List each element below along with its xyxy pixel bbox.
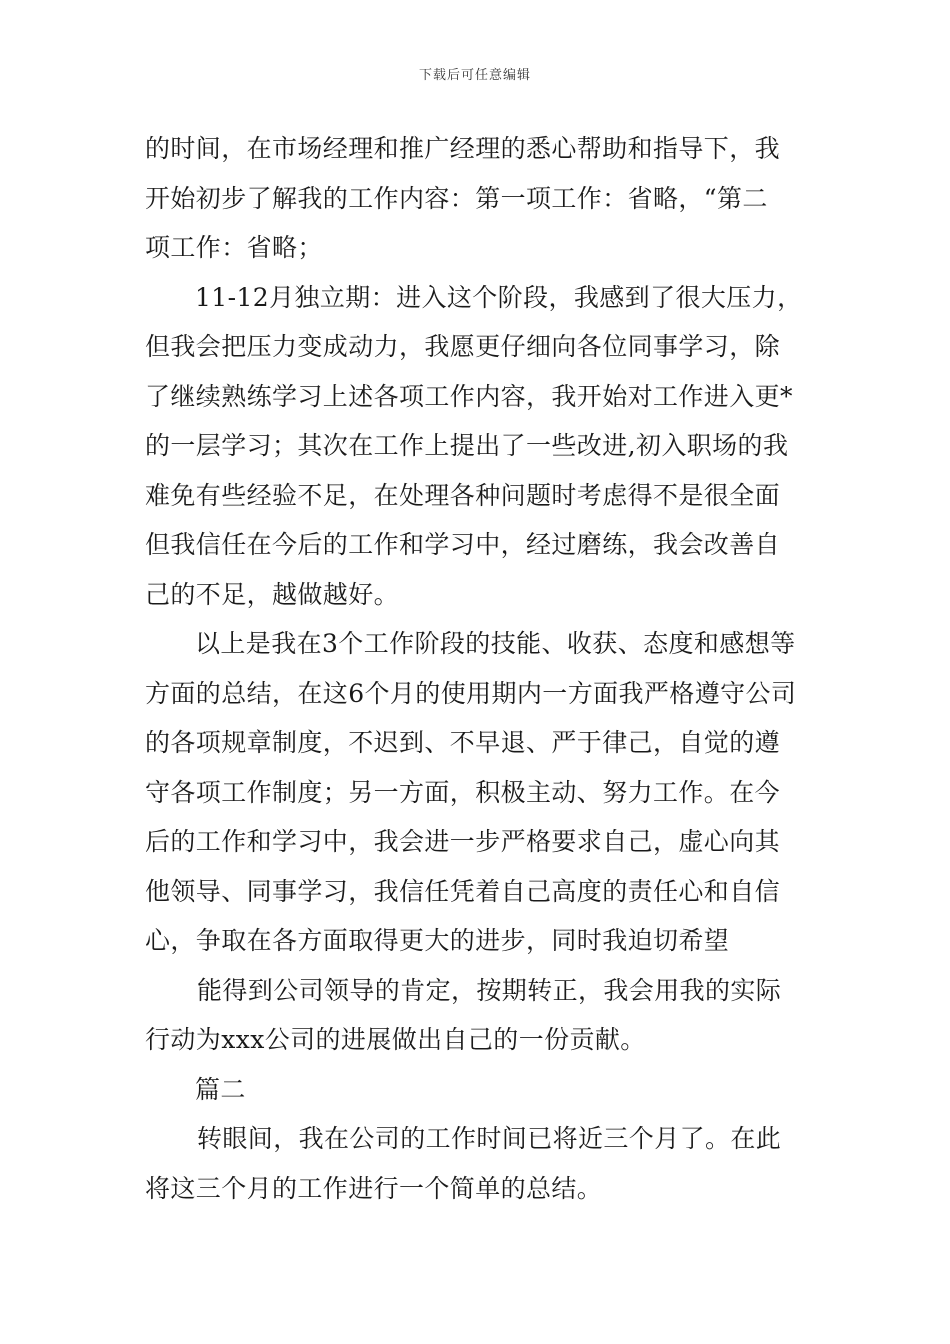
text-line: 了继续熟练学习上述各项工作内容，我开始对工作进入更* — [145, 381, 793, 411]
text-line: 开始初步了解我的工作内容：第一项工作：省略，“第二 — [145, 183, 768, 213]
text-line: 但我信任在今后的工作和学习中，经过磨练，我会改善自 — [145, 530, 781, 559]
text-line: 但我会把压力变成动力，我愿更仔细向各位同事学习，除 — [145, 332, 781, 361]
document-body — [145, 124, 810, 1213]
text-line: 他领导、同事学习，我信任凭着自己高度的责任心和自信 — [145, 876, 781, 906]
text-line: 方面的总结，在这6个月的使用期内一方面我严格遵守公司 — [145, 678, 797, 708]
section-heading: 篇二 — [195, 1074, 246, 1104]
page-header: 下载后可任意编辑 — [418, 68, 531, 83]
paragraph-start: 以上是我在3个工作阶段的技能、收获、态度和感想等 — [195, 629, 796, 658]
text-line: 心，争取在各方面取得更大的进步，同时我迫切希望 — [145, 926, 730, 955]
text-line: 守各项工作制度；另一方面，积极主动、努力工作。在今 — [145, 777, 781, 807]
text-line: 的一层学习；其次在工作上提出了一些改进,初入职场的我 — [145, 431, 789, 460]
text-line: 的时间，在市场经理和推广经理的悉心帮助和指导下，我 — [145, 134, 781, 163]
text-line: 后的工作和学习中，我会进一步严格要求自己，虚心向其 — [145, 827, 781, 856]
paragraph-start: 11-12月独立期：进入这个阶段，我感到了很大压力， — [195, 282, 803, 312]
text-line: 己的不足，越做越好。 — [145, 579, 400, 609]
text-line: 行动为xxx公司的进展做出自己的一份贡献。 — [145, 1025, 646, 1054]
text-line: 项工作：省略； — [145, 233, 323, 262]
paragraph-start: 转眼间，我在公司的工作时间已将近三个月了。在此 — [197, 1124, 782, 1153]
text-line: 的各项规章制度，不迟到、不早退、严于律己，自觉的遵 — [145, 728, 781, 757]
text-line: 难免有些经验不足，在处理各种问题时考虑得不是很全面 — [145, 480, 781, 510]
text-line: 将这三个月的工作进行一个简单的总结。 — [145, 1173, 603, 1203]
paragraph-start: 能得到公司领导的肯定，按期转正，我会用我的实际 — [197, 975, 782, 1005]
